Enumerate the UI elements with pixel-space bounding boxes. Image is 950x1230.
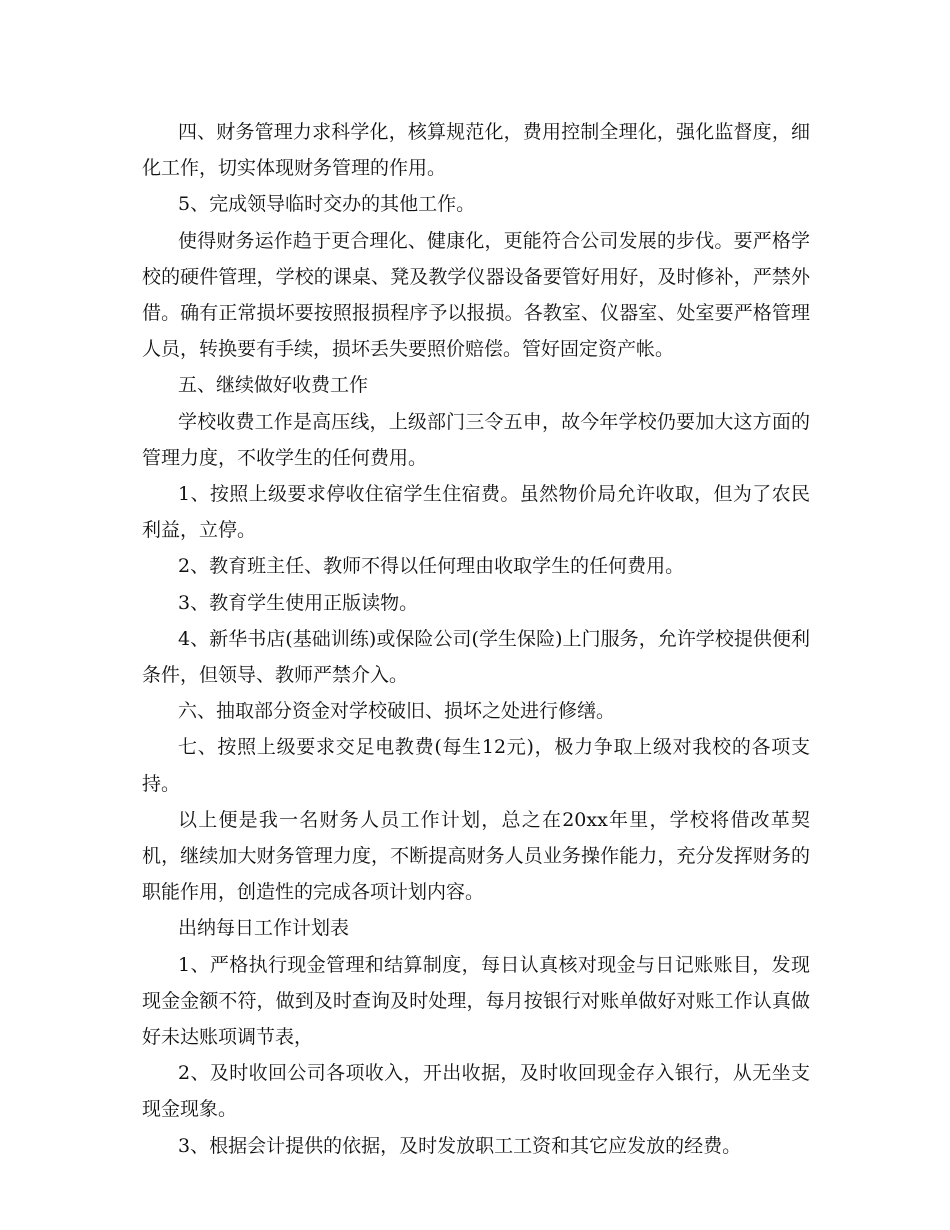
section-heading: 五、继续做好收费工作 [178, 374, 369, 397]
section-heading: 出纳每日工作计划表 [178, 917, 350, 940]
paragraph: 学校收费工作是高压线，上级部门三令五申，故今年学校仍要加大这方面的管理力度，不收学生的任何费用。 [142, 410, 810, 469]
list-item: 2、教育班主任、教师不得以任何理由收取学生的任何费用。 [178, 555, 685, 578]
list-item: 4、新华书店(基础训练)或保险公司(学生保险)上门服务，允许学校提供便利条件，但领导、教师严禁介入。 [142, 627, 810, 687]
paragraph: 5、完成领导临时交办的其他工作。 [178, 193, 476, 216]
paragraph: 使得财务运作趋于更合理化、健康化，更能符合公司发展的步伐。要严格学校的硬件管理，学校的课桌、凳及教学仪器设备要管好用好，及时修补，严禁外借。确有正常损坏要按照报损程序予以报损。各教室、仪器室、处室要严格管理人员，转换要有手续，损坏丢失要照价赔偿。管好固定资产帐。 [142, 229, 810, 361]
document-body [142, 114, 810, 1164]
list-item: 1、严格执行现金管理和结算制度，每日认真核对现金与日记账账目，发现现金金额不符，做到及时查询及时处理，每月按银行对账单做好对账工作认真做好未达账项调节表， [142, 953, 810, 1049]
section-heading: 七、按照上级要求交足电教费(每生12元)，极力争取上级对我校的各项支持。 [142, 736, 810, 795]
paragraph: 四、财务管理力求科学化，核算规范化，费用控制全理化，强化监督度，细化工作，切实体现财务管理的作用。 [142, 121, 810, 180]
list-item: 3、教育学生使用正版读物。 [178, 591, 419, 614]
paragraph: 以上便是我一名财务人员工作计划，总之在20xx年里，学校将借改革契机，继续加大财务管理力度，不断提高财务人员业务操作能力，充分发挥财务的职能作用，创造性的完成各项计划内容。 [142, 808, 810, 904]
list-item: 1、按照上级要求停收住宿学生住宿费。虽然物价局允许收取，但为了农民利益，立停。 [142, 483, 810, 542]
section-heading: 六、抽取部分资金对学校破旧、损坏之处进行修缮。 [178, 700, 616, 723]
list-item: 2、及时收回公司各项收入，开出收据，及时收回现金存入银行，从无坐支现金现象。 [142, 1062, 810, 1121]
list-item: 3、根据会计提供的依据，及时发放职工工资和其它应发放的经费。 [178, 1134, 742, 1157]
